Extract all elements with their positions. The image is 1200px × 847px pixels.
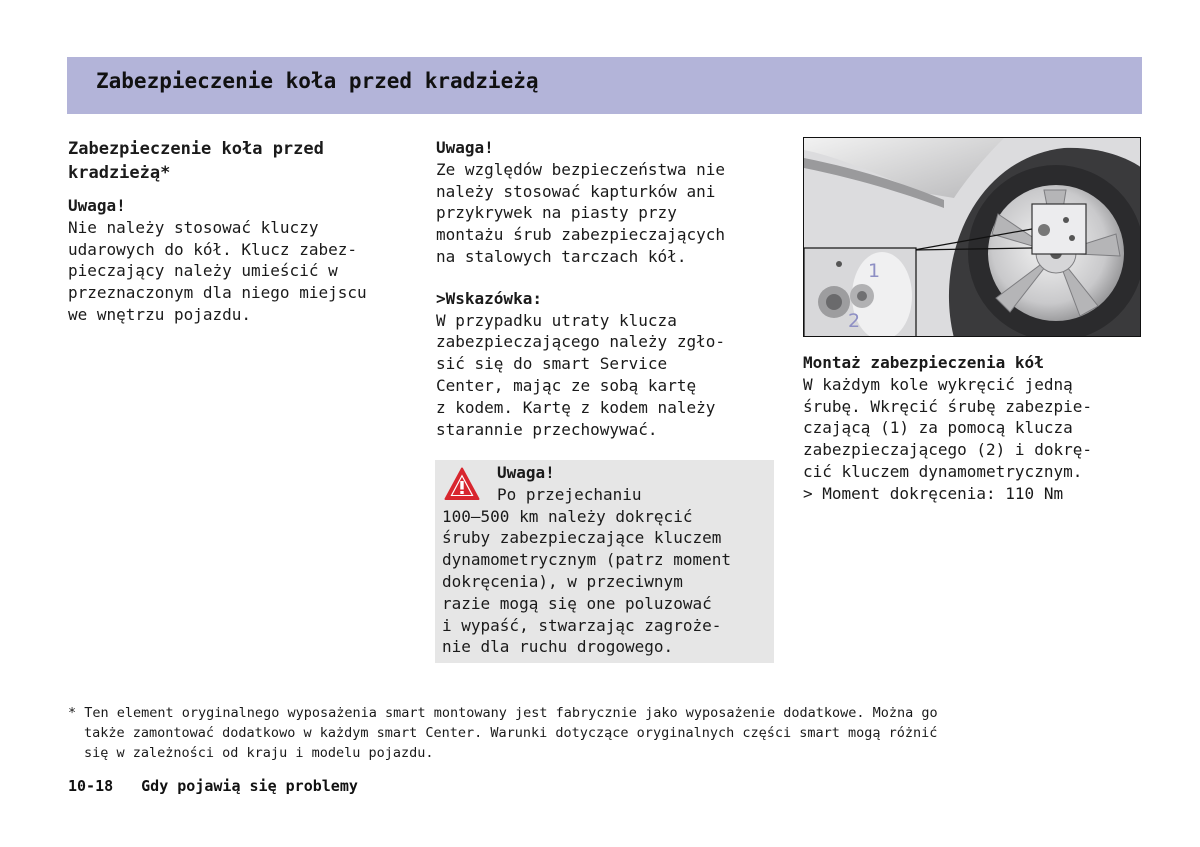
footnote-line: * Ten element oryginalnego wyposażenia smart montowany jest fabrycznie jako wyposażenie dodatkowe. Można go [68,705,938,721]
body-line: zabezpieczającego należy zgło- [436,332,725,352]
section-heading-line: kradzieżą* [68,163,171,183]
section-name: Gdy pojawią się problemy [141,777,358,795]
body-line: przykrywek na piasty przy [436,203,677,223]
footnote-line: także zamontować dodatkowo w każdym smart Center. Warunki dotyczące oryginalnych części smart mogą różnić [84,725,938,741]
figure-caption-heading: Montaż zabezpieczenia kół [803,353,1044,372]
warning-label: Uwaga! [436,138,494,157]
callout-label-1: 1 [868,260,881,282]
footnote-line: się w zależności od kraju i modelu pojazdu. [84,745,434,761]
body-line: udarowych do kół. Klucz zabez- [68,239,357,259]
body-line: należy stosować kapturków ani [436,181,716,201]
body-line: czającą (1) za pomocą klucza [803,418,1073,438]
body-line: montażu śrub zabezpieczających [436,225,725,245]
body-line: na stalowych tarczach kół. [436,246,687,266]
page-title: Zabezpieczenie koła przed kradzieżą [96,69,539,93]
column-left [68,137,413,326]
body-line: z kodem. Kartę z kodem należy [436,397,716,417]
page-number: 10-18 [68,777,114,795]
body-line: przeznaczonym dla niego miejscu [68,283,367,303]
column-middle [436,137,781,440]
body-line: cić kluczem dynamometrycznym. [803,461,1083,481]
body-line: i wypaść, stwarzając zagroże- [442,615,722,635]
body-line: śruby zabezpieczające kluczem [442,528,722,548]
body-line: 100–500 km należy dokręcić [442,506,693,526]
body-line: razie mogą się one poluzować [442,593,712,613]
footnote [68,703,1148,763]
warning-label: Uwaga! [68,196,126,215]
body-line: Nie należy stosować kluczy [68,217,319,237]
body-line: starannie przechowywać. [436,419,658,439]
body-line: dokręcenia), w przeciwnym [442,571,683,591]
body-line: we wnętrzu pojazdu. [68,304,252,324]
body-line: sić się do smart Service [436,354,668,374]
warning-box [435,460,774,663]
body-line: dynamometrycznym (patrz moment [442,550,731,570]
column-right [803,352,1143,505]
wheel-illustration-svg [804,138,1141,337]
torque-line: > Moment dokręcenia: 110 Nm [803,483,1064,503]
body-line: Po przejechaniu [497,484,642,504]
warning-label: Uwaga! [497,463,555,482]
tip-label: >Wskazówka: [436,288,542,308]
body-line: Center, mając ze sobą kartę [436,375,697,395]
body-line: nie dla ruchu drogowego. [442,637,674,657]
callout-label-2: 2 [848,310,861,332]
page-footer [68,777,358,795]
body-line: W przypadku utraty klucza [436,310,677,330]
body-line: Ze względów bezpieczeństwa nie [436,159,725,179]
body-line: śrubę. Wkręcić śrubę zabezpie- [803,396,1092,416]
section-heading-line: Zabezpieczenie koła przed [68,139,324,159]
wheel-lock-illustration [803,137,1141,337]
body-line: pieczający należy umieścić w [68,261,338,281]
body-line: W każdym kole wykręcić jedną [803,374,1073,394]
page-header-band [67,57,1142,114]
body-line: zabezpieczającego (2) i dokrę- [803,440,1092,460]
